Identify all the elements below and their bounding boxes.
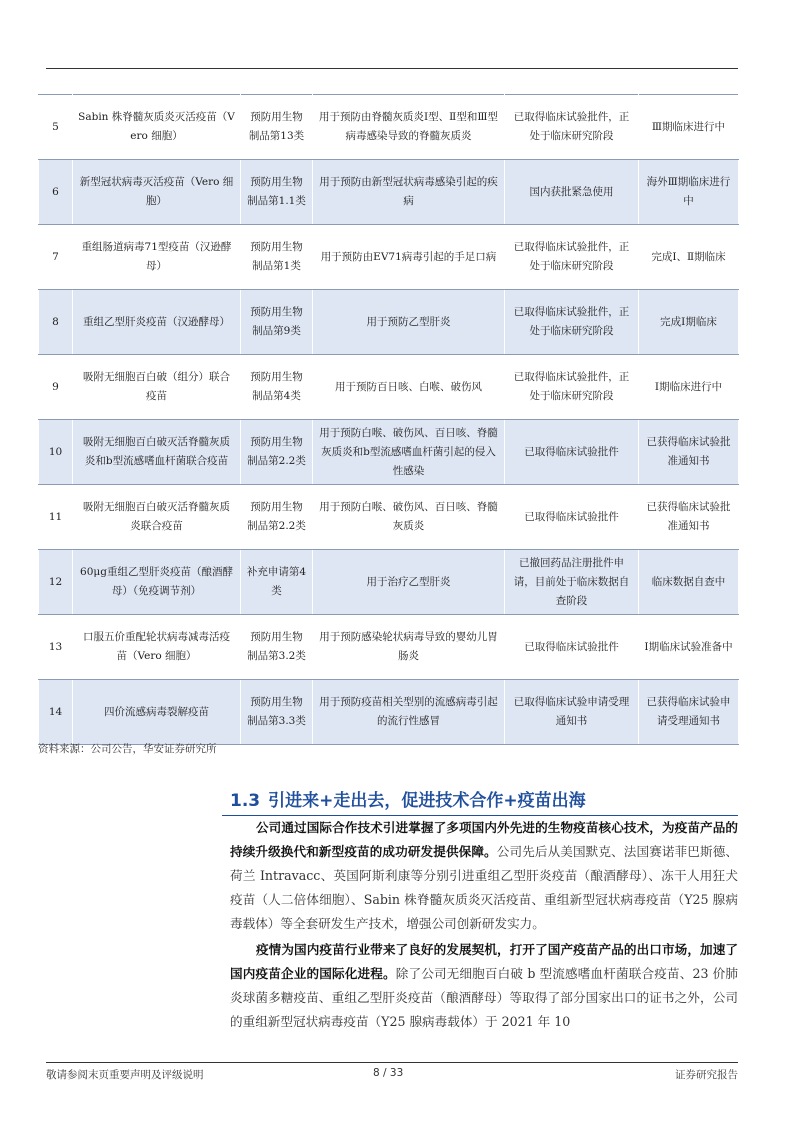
product-name: 吸附无细胞百白破（组分）联合疫苗 <box>73 355 241 420</box>
row-number: 7 <box>39 225 73 290</box>
footer-rule <box>46 1062 738 1063</box>
table-row <box>39 95 739 160</box>
table-row <box>39 485 739 550</box>
row-number: 12 <box>39 550 73 615</box>
product-name: 60μg重组乙型肝炎疫苗（酿酒酵母）（免疫调节剂） <box>73 550 241 615</box>
product-name: 口服五价重配轮状病毒减毒活疫苗（Vero 细胞） <box>73 615 241 680</box>
approval-status: 国内获批紧急使用 <box>505 160 639 225</box>
vaccine-pipeline-table <box>38 94 739 745</box>
approval-status: 已取得临床试验批件 <box>505 420 639 485</box>
approval-status: 已取得临床试验批件，正处于临床研究阶段 <box>505 95 639 160</box>
approval-status: 已取得临床试验批件 <box>505 485 639 550</box>
page-number: 8 / 33 <box>373 1067 404 1079</box>
product-name: 重组肠道病毒71型疫苗（汉逊酵母） <box>73 225 241 290</box>
paragraph-body: 除了公司无细胞百白破 b 型流感嗜血杆菌联合疫苗、23 价肺炎球菌多糖疫苗、重组乙型肝炎疫苗（酿酒酵母）等取得了部分国家出口的证书之外，公司的重组新型冠状病毒疫苗（Y25 腺病毒载体）于 2021 年 10 <box>230 966 738 1029</box>
approval-status: 已取得临床试验批件，正处于临床研究阶段 <box>505 355 639 420</box>
footer-disclaimer: 敬请参阅末页重要声明及评级说明 <box>46 1069 204 1081</box>
indication: 用于预防由新型冠状病毒感染引起的疾病 <box>313 160 505 225</box>
table-source-note: 资料来源：公司公告，华安证券研究所 <box>38 743 217 755</box>
row-number: 11 <box>39 485 73 550</box>
approval-status: 已撤回药品注册批件申请，目前处于临床数据自查阶段 <box>505 550 639 615</box>
section-number: 1.3 <box>230 791 261 811</box>
header-rule <box>46 68 738 69</box>
registration-category: 预防用生物制品第3.2类 <box>241 615 313 680</box>
section-heading <box>230 786 586 811</box>
registration-category: 预防用生物制品第9类 <box>241 290 313 355</box>
clinical-progress: 临床数据自查中 <box>639 550 739 615</box>
table-row <box>39 615 739 680</box>
table-row <box>39 355 739 420</box>
row-number: 5 <box>39 95 73 160</box>
clinical-progress: 海外Ⅲ期临床进行中 <box>639 160 739 225</box>
registration-category: 预防用生物制品第1.1类 <box>241 160 313 225</box>
registration-category: 预防用生物制品第3.3类 <box>241 680 313 745</box>
product-name: 重组乙型肝炎疫苗（汉逊酵母） <box>73 290 241 355</box>
clinical-progress: Ⅰ期临床试验准备中 <box>639 615 739 680</box>
row-number: 9 <box>39 355 73 420</box>
approval-status: 已取得临床试验批件，正处于临床研究阶段 <box>505 290 639 355</box>
clinical-progress: 完成Ⅰ期临床 <box>639 290 739 355</box>
registration-category: 预防用生物制品第1类 <box>241 225 313 290</box>
indication: 用于预防感染轮状病毒导致的婴幼儿胃肠炎 <box>313 615 505 680</box>
approval-status: 已取得临床试验批件 <box>505 615 639 680</box>
paragraph-lead: 公司通过国际合作技术引进掌握了多项国内外先进的生物疫苗核心技术，为疫苗产品的持续升级换代和新型疫苗的成功研发提供保障。 <box>230 820 738 859</box>
table-row <box>39 225 739 290</box>
row-number: 8 <box>39 290 73 355</box>
product-name: Sabin 株脊髓灰质炎灭活疫苗（Vero 细胞） <box>73 95 241 160</box>
indication: 用于预防白喉、破伤风、百日咳、脊髓灰质炎 <box>313 485 505 550</box>
section-title: 引进来+走出去，促进技术合作+疫苗出海 <box>268 791 586 811</box>
indication: 用于预防由EV71病毒引起的手足口病 <box>313 225 505 290</box>
row-number: 6 <box>39 160 73 225</box>
body-paragraph <box>230 816 738 936</box>
paragraph-body: 公司先后从美国默克、法国赛诺菲巴斯德、荷兰 Intravacc、英国阿斯利康等分别引进重组乙型肝炎疫苗（酿酒酵母）、冻干人用狂犬疫苗（人二倍体细胞）、Sabin 株脊髓灰质炎灭活疫苗、重组新型冠状病毒疫苗（Y25 腺病毒载体）等全套研发生产技术，增强公司创新研发实力。 <box>230 844 739 931</box>
table-row <box>39 160 739 225</box>
table-row <box>39 550 739 615</box>
body-paragraph <box>230 938 738 1034</box>
row-number: 14 <box>39 680 73 745</box>
clinical-progress: Ⅰ期临床进行中 <box>639 355 739 420</box>
row-number: 10 <box>39 420 73 485</box>
approval-status: 已取得临床试验申请受理通知书 <box>505 680 639 745</box>
clinical-progress: 已获得临床试验批准通知书 <box>639 420 739 485</box>
footer-report-type: 证券研究报告 <box>675 1069 738 1081</box>
indication: 用于预防白喉、破伤风、百日咳、脊髓灰质炎和b型流感嗜血杆菌引起的侵入性感染 <box>313 420 505 485</box>
clinical-progress: 已获得临床试验申请受理通知书 <box>639 680 739 745</box>
indication: 用于预防由脊髓灰质炎Ⅰ型、Ⅱ型和Ⅲ型病毒感染导致的脊髓灰质炎 <box>313 95 505 160</box>
paragraph-lead: 疫情为国内疫苗行业带来了良好的发展契机，打开了国产疫苗产品的出口市场，加速了国内疫苗企业的国际化进程。 <box>230 942 738 981</box>
registration-category: 预防用生物制品第4类 <box>241 355 313 420</box>
indication: 用于治疗乙型肝炎 <box>313 550 505 615</box>
row-number: 13 <box>39 615 73 680</box>
indication: 用于预防乙型肝炎 <box>313 290 505 355</box>
table-row <box>39 680 739 745</box>
product-name: 吸附无细胞百白破灭活脊髓灰质炎和b型流感嗜血杆菌联合疫苗 <box>73 420 241 485</box>
approval-status: 已取得临床试验批件，正处于临床研究阶段 <box>505 225 639 290</box>
indication: 用于预防百日咳、白喉、破伤风 <box>313 355 505 420</box>
clinical-progress: 完成Ⅰ、Ⅱ期临床 <box>639 225 739 290</box>
product-name: 吸附无细胞百白破灭活脊髓灰质炎联合疫苗 <box>73 485 241 550</box>
table-row <box>39 290 739 355</box>
registration-category: 预防用生物制品第13类 <box>241 95 313 160</box>
clinical-progress: 已获得临床试验批准通知书 <box>639 485 739 550</box>
table-row <box>39 420 739 485</box>
indication: 用于预防疫苗相关型别的流感病毒引起的流行性感冒 <box>313 680 505 745</box>
clinical-progress: Ⅲ期临床进行中 <box>639 95 739 160</box>
product-name: 新型冠状病毒灭活疫苗（Vero 细胞） <box>73 160 241 225</box>
registration-category: 预防用生物制品第2.2类 <box>241 485 313 550</box>
registration-category: 补充申请第4类 <box>241 550 313 615</box>
product-name: 四价流感病毒裂解疫苗 <box>73 680 241 745</box>
registration-category: 预防用生物制品第2.2类 <box>241 420 313 485</box>
